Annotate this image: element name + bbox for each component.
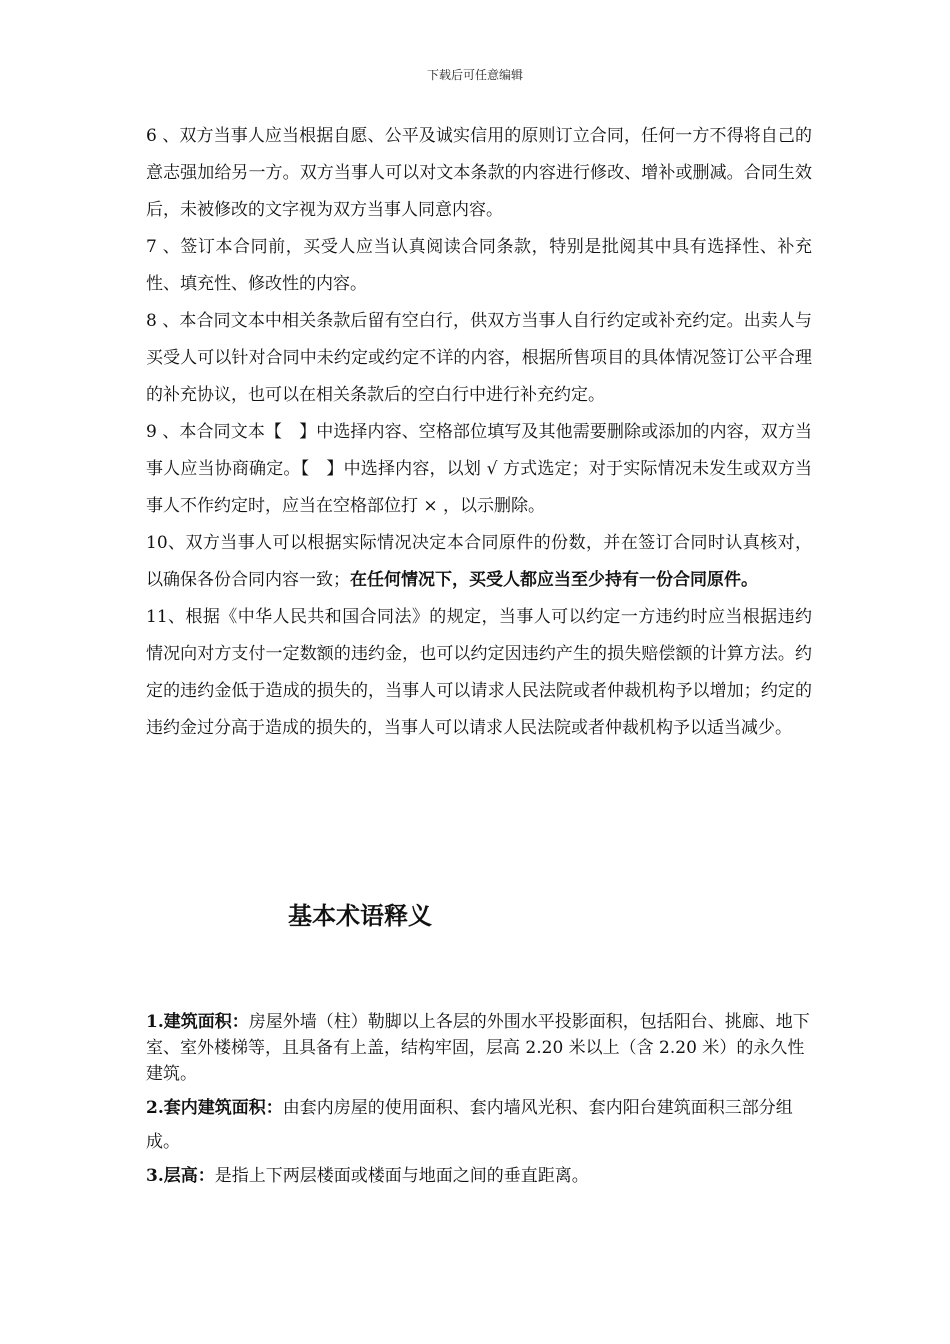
note-7: 7 、签订本合同前，买受人应当认真阅读合同条款，特别是批阅其中具有选择性、补充性、填充性、修改性的内容。	[146, 237, 812, 294]
term-3	[146, 1159, 812, 1193]
term-3-definition: 是指上下两层楼面或楼面与地面之间的垂直距离。	[214, 1166, 589, 1186]
term-3-label: 3.层高：	[146, 1166, 215, 1186]
terms-list	[146, 1009, 812, 1193]
note-10	[146, 525, 812, 599]
note-9: 9 、本合同文本【 】中选择内容、空格部位填写及其他需要删除或添加的内容，双方当事人应当协商确定。【 】中选择内容，以划 √ 方式选定；对于实际情况未发生或双方当事人不作约定时，应当在空格部位打 × ，以示删除。	[146, 422, 812, 516]
term-1-label: 1.建筑面积：	[146, 1012, 249, 1032]
note-10-text: 10、双方当事人可以根据实际情况决定本合同原件的份数，并在签订合同时认真核对，以确保各份合同内容一致；	[146, 533, 812, 590]
note-6: 6 、双方当事人应当根据自愿、公平及诚实信用的原则订立合同，任何一方不得将自己的意志强加给另一方。双方当事人可以对文本条款的内容进行修改、增补或删减。合同生效后，未被修改的文字视为双方当事人同意内容。	[146, 126, 812, 220]
note-8: 8 、本合同文本中相关条款后留有空白行，供双方当事人自行约定或补充约定。出卖人与买受人可以针对合同中未约定或约定不详的内容，根据所售项目的具体情况签订公平合理的补充协议，也可以在相关条款后的空白行中进行补充约定。	[146, 311, 812, 405]
section-title: 基本术语释义	[288, 901, 432, 930]
note-11: 11、根据《中华人民共和国合同法》的规定，当事人可以约定一方违约时应当根据违约情况向对方支付一定数额的违约金，也可以约定因违约产生的损失赔偿额的计算方法。约定的违约金低于造成的损失的，当事人可以请求人民法院或者仲裁机构予以增加；约定的违约金过分高于造成的损失的，当事人可以请求人民法院或者仲裁机构予以适当减少。	[146, 607, 812, 738]
notes-body	[146, 118, 812, 747]
note-10-bold: 在任何情况下，买受人都应当至少持有一份合同原件。	[350, 570, 758, 590]
term-2	[146, 1091, 812, 1159]
term-1-definition: 房屋外墙（柱）勒脚以上各层的外围水平投影面积，包括阳台、挑廊、地下室、室外楼梯等，且具备有上盖，结构牢固，层高 2.20 米以上（含 2.20 米）的永久性建筑。	[146, 1012, 810, 1084]
term-2-definition: 由套内房屋的使用面积、套内墙风光积、套内阳台建筑面积三部分组成。	[146, 1098, 793, 1152]
term-2-label: 2.套内建筑面积：	[146, 1098, 283, 1118]
page-header: 下载后可任意编辑	[426, 68, 523, 82]
term-1	[146, 1009, 812, 1087]
